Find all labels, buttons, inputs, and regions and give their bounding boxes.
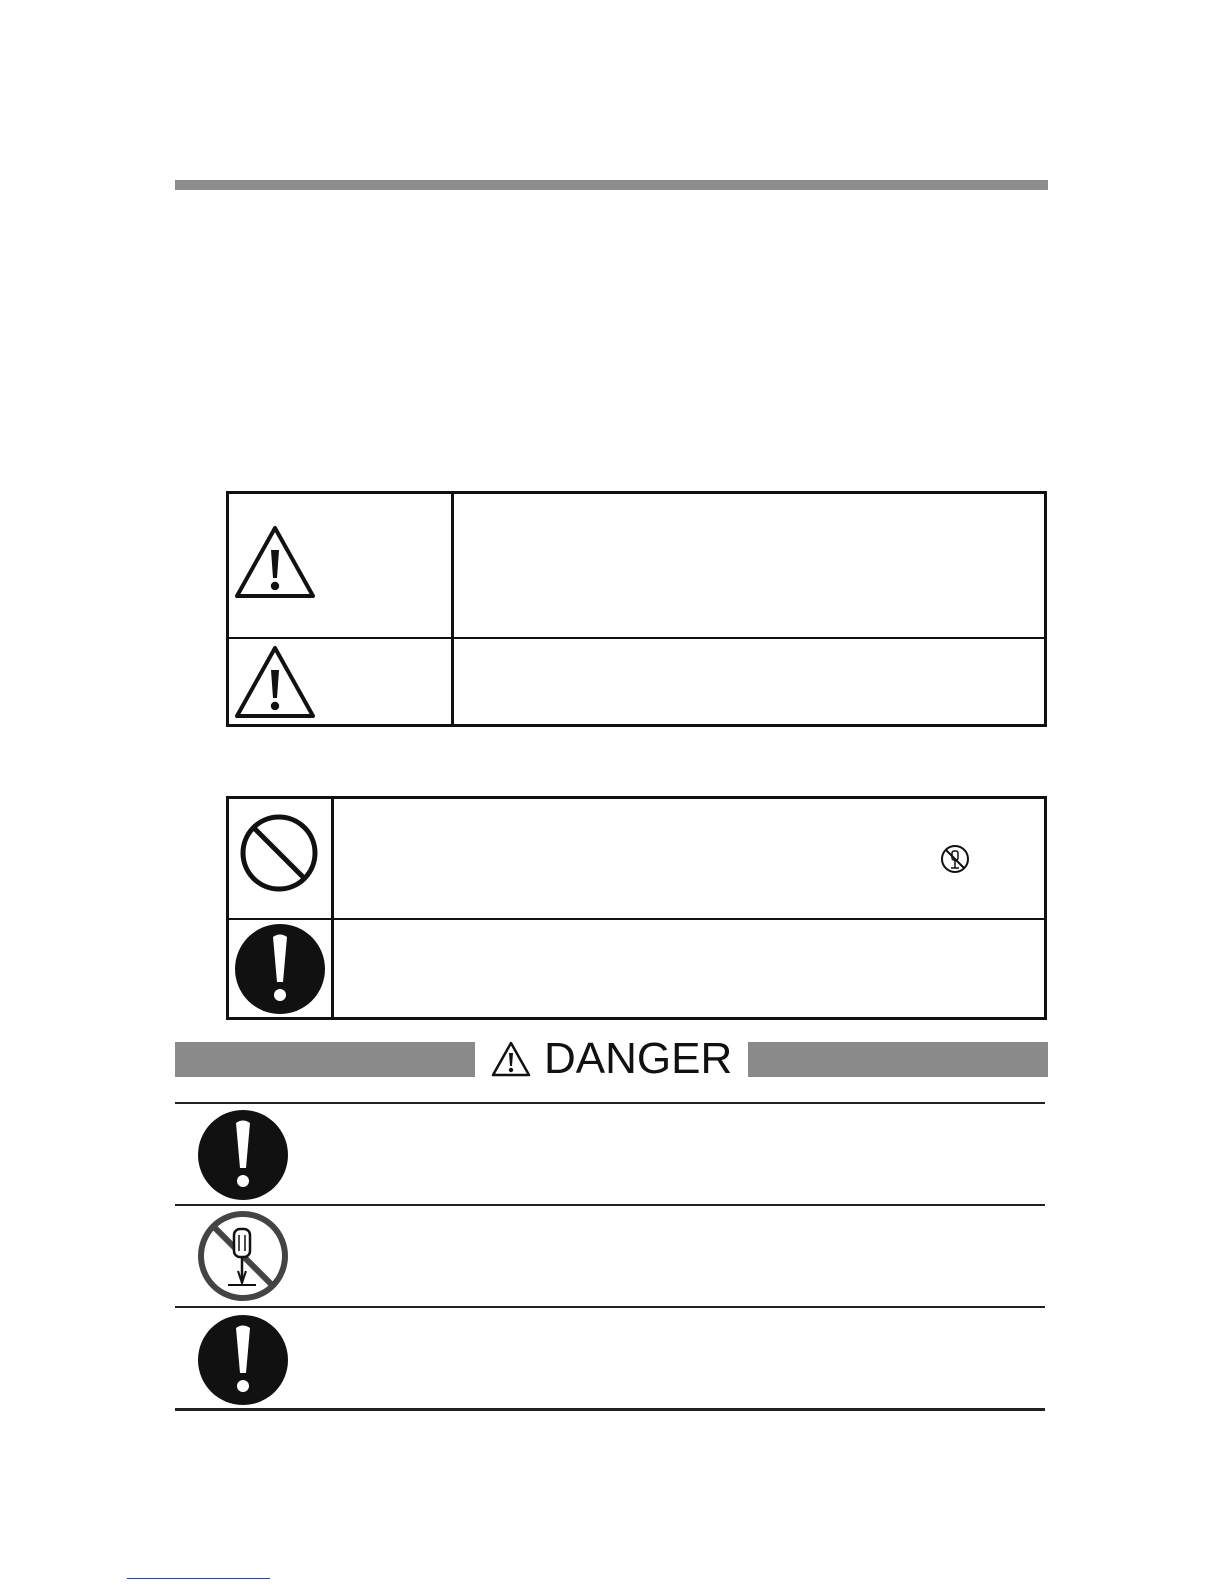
symbol-explanation-table [226, 796, 1047, 1020]
danger-heading [490, 1036, 732, 1082]
footer-link-underline[interactable] [127, 1578, 270, 1579]
row-divider [175, 1306, 1045, 1308]
row-divider [175, 1204, 1045, 1206]
row-divider [175, 1102, 1045, 1104]
top-rule [175, 180, 1048, 190]
prohibition-icon [237, 811, 321, 895]
heading-bar [748, 1042, 1048, 1077]
mandatory-action-icon [196, 1313, 290, 1407]
warning-triangle-icon [490, 1040, 532, 1078]
table-divider [229, 918, 1044, 920]
danger-heading-label: DANGER [544, 1034, 733, 1083]
mandatory-action-icon [196, 1108, 290, 1202]
row-divider [175, 1408, 1045, 1411]
mandatory-action-icon [233, 922, 327, 1016]
heading-bar [175, 1042, 475, 1077]
do-not-disassemble-icon [196, 1209, 290, 1303]
do-not-disassemble-icon [939, 843, 971, 875]
table-divider [451, 494, 454, 724]
warning-triangle-icon [233, 524, 317, 600]
table-divider [229, 637, 1044, 639]
warning-triangle-icon [233, 644, 317, 720]
warning-levels-table [226, 491, 1047, 727]
table-divider [331, 799, 334, 1017]
